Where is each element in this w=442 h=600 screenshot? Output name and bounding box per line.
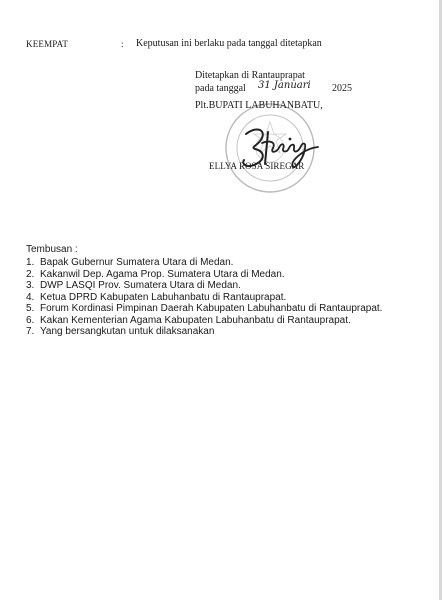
list-item	[26, 269, 396, 280]
keputusan-text: Keputusan ini berlaku pada tanggal ditetapkan	[136, 38, 322, 49]
handwritten-date: 31 Januari	[258, 80, 311, 91]
list-item	[26, 257, 396, 268]
list-item-text: Kakan Kementerian Agama Kabupaten Labuhanbatu di Rantauprapat.	[40, 314, 351, 326]
list-item-text: Forum Kordinasi Pimpinan Daerah Kabupaten Labuhanbatu di Rantauprapat.	[40, 303, 383, 314]
tembusan-heading: Tembusan :	[26, 244, 78, 255]
list-item-number: 7.	[26, 326, 35, 337]
list-item-number: 4.	[26, 291, 35, 303]
list-item-text: Ketua DPRD Kabupaten Labuhanbatu di Rantauprapat.	[40, 291, 287, 303]
tembusan-list	[26, 257, 396, 338]
list-item	[26, 326, 396, 337]
list-item-text: DWP LASQI Prov. Sumatera Utara di Medan.	[40, 280, 241, 291]
list-item-text: Bapak Gubernur Sumatera Utara di Medan.	[40, 257, 234, 268]
list-item-number: 5.	[26, 303, 35, 314]
list-item-number: 1.	[26, 257, 35, 268]
keempat-label: KEEMPAT	[26, 39, 69, 49]
ditetapkan-line: Ditetapkan di Rantauprapat	[195, 70, 305, 81]
list-item	[26, 303, 396, 314]
keempat-colon: :	[121, 39, 124, 49]
list-item	[26, 292, 396, 303]
list-item	[26, 315, 396, 326]
list-item-number: 2.	[26, 268, 35, 280]
list-item-text: Yang bersangkutan untuk dilaksanakan	[40, 326, 215, 337]
list-item-text: Kakanwil Dep. Agama Prop. Sumatera Utara di Medan.	[40, 268, 285, 280]
year: 2025	[332, 83, 352, 94]
list-item-number: 3.	[26, 280, 35, 291]
jabatan-title: Plt.BUPATI LABUHANBATU,	[195, 100, 323, 111]
pada-tanggal-label: pada tanggal	[195, 83, 246, 94]
list-item	[26, 280, 396, 291]
list-item-number: 6.	[26, 314, 35, 326]
official-name: ELLYA ROSA SIREGAR	[209, 161, 305, 171]
